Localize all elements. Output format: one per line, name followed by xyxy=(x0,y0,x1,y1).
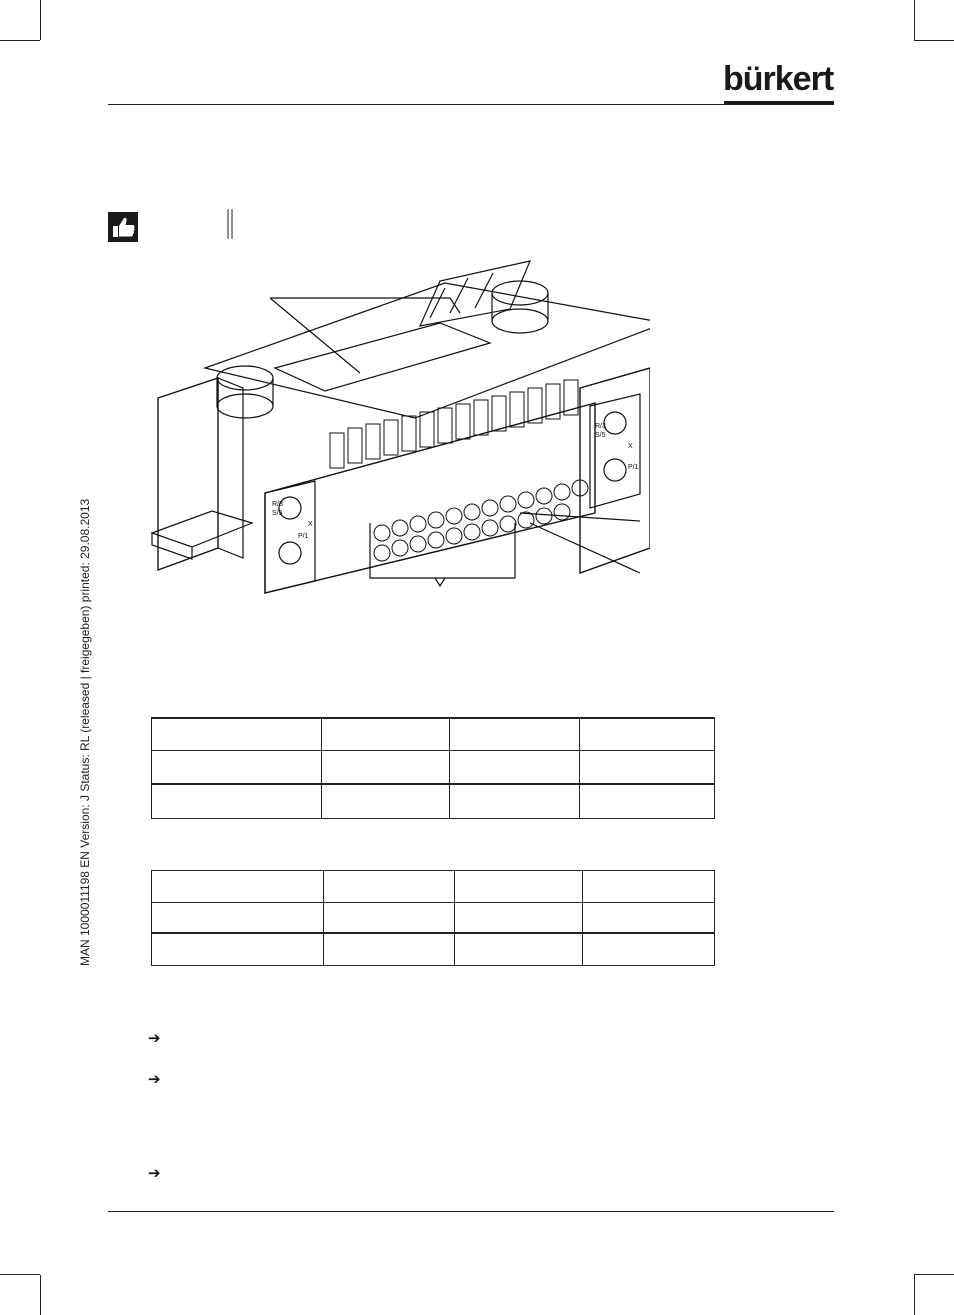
port-label: P/1 xyxy=(628,464,639,471)
table-cell xyxy=(583,871,715,903)
port-label: S/5 xyxy=(272,510,283,517)
crop-mark xyxy=(914,1274,954,1275)
table-cell xyxy=(450,784,580,818)
table-cell xyxy=(450,750,580,784)
table-cell xyxy=(323,933,455,966)
table-cell xyxy=(152,750,322,784)
port-label: S/5 xyxy=(595,432,606,439)
arrow-icon: ➔ xyxy=(148,1165,161,1182)
port-label: R/3 xyxy=(272,501,283,508)
table-cell xyxy=(455,871,583,903)
arrow-icon: ➔ xyxy=(148,1030,161,1047)
port-label: X xyxy=(308,521,313,528)
table-cell xyxy=(321,750,450,784)
document-status-text: MAN 1000011198 EN Version: J Status: RL (released | freigegeben) printed: 29.08.2013 xyxy=(78,498,92,966)
valve-island-drawing xyxy=(150,258,650,598)
table-cell xyxy=(152,933,324,966)
table-cell xyxy=(323,903,455,933)
crop-mark xyxy=(0,1274,40,1275)
table-1 xyxy=(151,717,715,819)
burkert-logo: bürkert xyxy=(723,60,834,98)
table-cell xyxy=(583,933,715,966)
table-cell xyxy=(580,718,715,750)
thumbs-up-icon xyxy=(108,212,138,242)
table-cell xyxy=(152,718,322,750)
table-cell xyxy=(583,903,715,933)
table-cell xyxy=(455,933,583,966)
table-2 xyxy=(151,870,715,966)
arrow-icon: ➔ xyxy=(148,1071,161,1088)
table-cell xyxy=(450,718,580,750)
header-rule xyxy=(108,104,834,105)
table-cell xyxy=(321,784,450,818)
table-cell xyxy=(580,784,715,818)
table-cell xyxy=(152,903,324,933)
table-cell xyxy=(580,750,715,784)
table-cell xyxy=(455,903,583,933)
crop-mark xyxy=(40,0,41,40)
crop-mark xyxy=(40,1275,41,1315)
table-cell xyxy=(152,871,324,903)
table-cell xyxy=(152,784,322,818)
crop-mark xyxy=(914,0,915,40)
port-label: X xyxy=(628,443,633,450)
note-divider-icon xyxy=(227,209,235,239)
crop-mark xyxy=(0,40,40,41)
table-cell xyxy=(323,871,455,903)
footer-rule xyxy=(108,1211,834,1212)
crop-mark xyxy=(914,1275,915,1315)
table-cell xyxy=(321,718,450,750)
port-label: P/1 xyxy=(298,533,309,540)
port-label: R/3 xyxy=(595,423,606,430)
crop-mark xyxy=(914,40,954,41)
